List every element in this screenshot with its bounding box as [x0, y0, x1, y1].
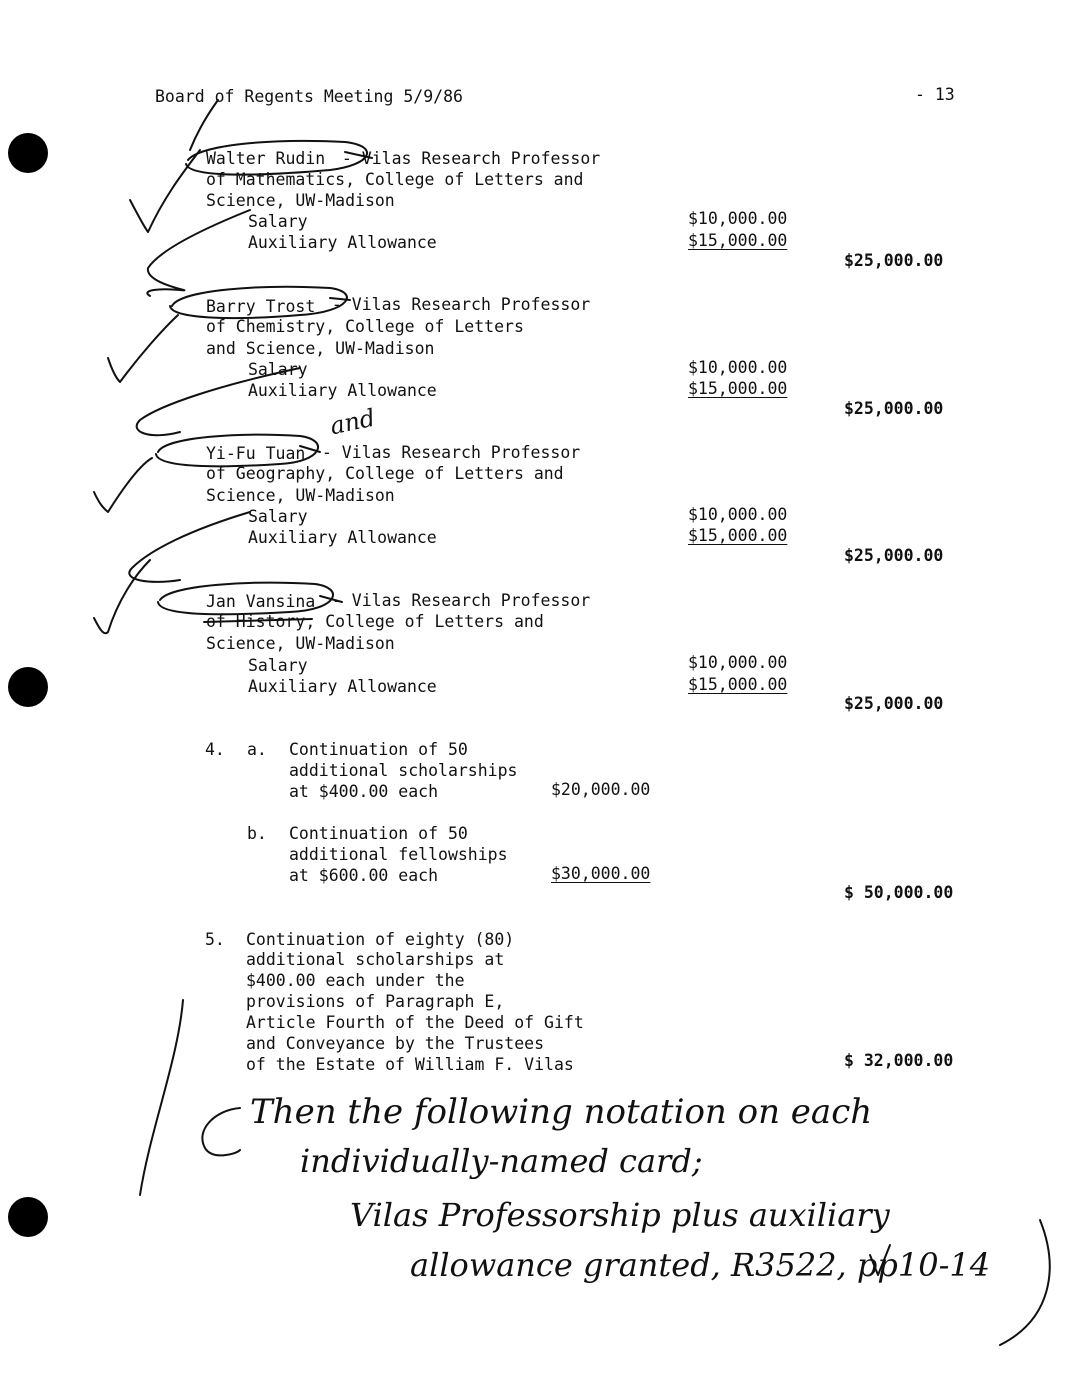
subitem-letter: a. [247, 740, 267, 759]
item-number: 4. [205, 740, 225, 759]
page-number: - 13 [915, 85, 955, 104]
item-4-total: $ 50,000.00 [844, 883, 954, 902]
subitem-b-line-2: additional fellowships [289, 845, 508, 864]
item-5-line-4: provisions of Paragraph E, [246, 992, 505, 1011]
professor-name: Yi-Fu Tuan [206, 444, 306, 463]
handwritten-note-line-4: allowance granted, R3522, pp10-14 [410, 1246, 991, 1284]
entry-total: $25,000.00 [844, 399, 944, 418]
subitem-b-line-3: at $600.00 each [289, 866, 439, 885]
aux-allowance-label: Auxiliary Allowance [248, 381, 437, 400]
punch-hole-bottom [8, 1197, 48, 1237]
professorship-title: - Vilas Research Professor [322, 295, 591, 314]
professor-name: Jan Vansina [206, 592, 316, 611]
aux-allowance-label: Auxiliary Allowance [248, 233, 437, 252]
punch-hole-middle [8, 667, 48, 707]
salary-label: Salary [248, 656, 308, 675]
aux-allowance-amount: $15,000.00 [688, 675, 788, 694]
professorship-dept: of History, College of Letters and [206, 612, 544, 631]
item-5-line-1: Continuation of eighty (80) [246, 930, 515, 949]
subitem-a-line-2: additional scholarships [289, 761, 518, 780]
entry-total: $25,000.00 [844, 251, 944, 270]
item-5-line-6: and Conveyance by the Trustees [246, 1034, 545, 1053]
professorship-dept: of Mathematics, College of Letters and [206, 170, 584, 189]
subitem-a-amount: $20,000.00 [551, 780, 651, 799]
item-5-total: $ 32,000.00 [844, 1051, 954, 1070]
salary-label: Salary [248, 360, 308, 379]
subitem-a-line-1: Continuation of 50 [289, 740, 468, 759]
entry-total: $25,000.00 [844, 546, 944, 565]
handwritten-note-line-2: individually-named card; [300, 1142, 703, 1180]
subitem-b-amount: $30,000.00 [551, 864, 651, 883]
professor-name: Walter Rudin [206, 149, 326, 168]
item-number: 5. [205, 930, 225, 949]
aux-allowance-amount: $15,000.00 [688, 231, 788, 250]
page-header-title: Board of Regents Meeting 5/9/86 [155, 87, 463, 106]
item-5-line-3: $400.00 each under the [246, 971, 465, 990]
aux-allowance-label: Auxiliary Allowance [248, 677, 437, 696]
professorship-dept: of Chemistry, College of Letters [206, 317, 524, 336]
handwritten-insert: and [327, 403, 378, 441]
punch-hole-top [8, 133, 48, 173]
aux-allowance-amount: $15,000.00 [688, 526, 788, 545]
aux-allowance-amount: $15,000.00 [688, 379, 788, 398]
salary-amount: $10,000.00 [688, 505, 788, 524]
aux-allowance-label: Auxiliary Allowance [248, 528, 437, 547]
professorship-title: - Vilas Research Professor [312, 443, 581, 462]
handwritten-note-line-3: Vilas Professorship plus auxiliary [350, 1196, 890, 1234]
salary-label: Salary [248, 212, 308, 231]
professorship-title: - Vilas Research Professor [332, 149, 601, 168]
salary-amount: $10,000.00 [688, 653, 788, 672]
handwritten-note-line-1: Then the following notation on each [250, 1092, 873, 1132]
subitem-letter: b. [247, 824, 267, 843]
professorship-title: - Vilas Research Professor [322, 591, 591, 610]
salary-amount: $10,000.00 [688, 358, 788, 377]
professorship-campus: Science, UW-Madison [206, 634, 395, 653]
salary-amount: $10,000.00 [688, 209, 788, 228]
professor-name: Barry Trost [206, 297, 316, 316]
subitem-a-line-3: at $400.00 each [289, 782, 439, 801]
item-5-line-2: additional scholarships at [246, 950, 505, 969]
professorship-campus: Science, UW-Madison [206, 486, 395, 505]
professorship-campus: and Science, UW-Madison [206, 339, 435, 358]
salary-label: Salary [248, 507, 308, 526]
entry-total: $25,000.00 [844, 694, 944, 713]
subitem-b-line-1: Continuation of 50 [289, 824, 468, 843]
professorship-campus: Science, UW-Madison [206, 191, 395, 210]
item-5-line-7: of the Estate of William F. Vilas [246, 1055, 574, 1074]
professorship-dept: of Geography, College of Letters and [206, 464, 564, 483]
item-5-line-5: Article Fourth of the Deed of Gift [246, 1013, 584, 1032]
